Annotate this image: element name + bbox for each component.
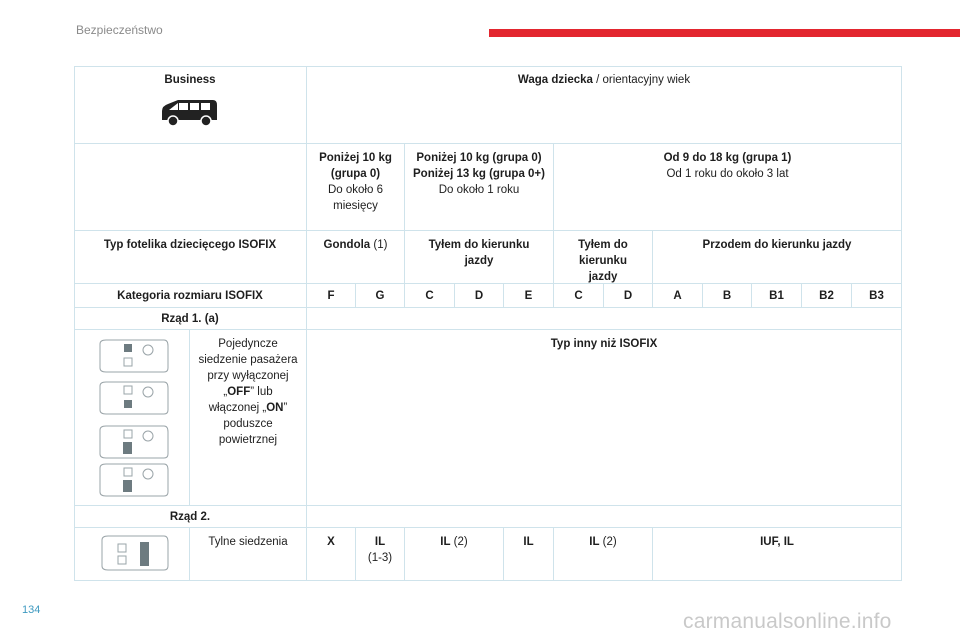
category-b: B <box>703 284 752 308</box>
row1-desc-a: Pojedyncze siedzenie pasażera przy wyłączonej „ <box>198 338 298 398</box>
cell-empty <box>74 144 307 231</box>
airbag-off-label: OFF <box>227 386 251 398</box>
business-label: Business <box>164 74 216 86</box>
row2-value-x-text: X <box>327 536 335 548</box>
cell-group-0 <box>307 144 405 231</box>
cell-business <box>74 66 307 144</box>
row1-value: Typ inny niż ISOFIX <box>307 330 902 506</box>
cell-group-1 <box>554 144 902 231</box>
category-label: Kategoria rozmiaru ISOFIX <box>74 284 307 308</box>
group-0-weight-b: Poniżej 10 kg (grupa 0) <box>416 152 542 164</box>
cell-empty <box>307 308 902 330</box>
row2-value-il-4-text: IL <box>589 536 600 548</box>
rear-seats-diagram-icon <box>98 534 170 574</box>
row2-value-il-1-note: (1-3) <box>367 552 393 564</box>
row1-description <box>190 330 307 506</box>
row2-value-il-4 <box>554 528 653 581</box>
group-0-age: Do około 6 miesięcy <box>328 184 383 212</box>
row1-desc-b: ” lub włączonej „ <box>208 386 273 414</box>
row2-value-il-1 <box>356 528 405 581</box>
group-1-weight: Od 9 do 18 kg (grupa 1) <box>663 152 792 164</box>
row2-value-il-2 <box>405 528 504 581</box>
row2-value-il-4-note: (2) <box>599 536 617 548</box>
group-0plus-weight: Poniżej 13 kg (grupa 0+) <box>413 168 545 180</box>
cell-empty <box>307 506 902 528</box>
cell-weight-header <box>307 66 902 144</box>
row2-description: Tylne siedzenia <box>190 528 307 581</box>
row1-desc-c: ” poduszce powietrznej <box>218 402 288 446</box>
row1-title: Rząd 1. (a) <box>74 308 307 330</box>
category-b2: B2 <box>802 284 852 308</box>
category-b1: B1 <box>752 284 802 308</box>
weight-title: Waga dziecka <box>517 74 593 86</box>
isofix-table <box>74 66 902 581</box>
airbag-on-label: ON <box>266 402 284 414</box>
van-icon <box>159 98 221 128</box>
car-seat-diagram-icon <box>96 338 170 498</box>
row2-value-iuf-text: IUF, IL <box>760 536 794 548</box>
group-1-age: Od 1 roku do około 3 lat <box>666 168 789 180</box>
weight-subtitle: / orientacyjny wiek <box>592 74 691 86</box>
category-d2: D <box>604 284 653 308</box>
type-rear-facing-1: Tyłem do kierunku jazdy <box>405 231 554 284</box>
header-accent-bar <box>489 29 960 37</box>
category-g: G <box>356 284 405 308</box>
category-d: D <box>455 284 504 308</box>
row2-value-il-2-text: IL <box>440 536 451 548</box>
row2-value-il-3-text: IL <box>523 536 534 548</box>
row2-title: Rząd 2. <box>74 506 307 528</box>
cell-seat-diagrams <box>74 330 190 506</box>
group-0-weight: Poniżej 10 kg (grupa 0) <box>319 152 392 180</box>
category-c2: C <box>554 284 604 308</box>
row2-value-il-2-note: (2) <box>450 536 468 548</box>
type-forward-facing: Przodem do kierunku jazdy <box>653 231 902 284</box>
row2-value-x <box>307 528 356 581</box>
type-gondola-note: (1) <box>370 239 388 251</box>
type-rear-facing-2: Tyłem do kierunku jazdy <box>554 231 653 284</box>
cell-group-0plus <box>405 144 554 231</box>
category-e: E <box>504 284 554 308</box>
row2-value-il-3 <box>504 528 554 581</box>
group-0plus-age: Do około 1 roku <box>438 184 520 196</box>
cell-type-gondola <box>307 231 405 284</box>
category-f: F <box>307 284 356 308</box>
watermark: carmanualsonline.info <box>683 610 892 633</box>
type-gondola: Gondola <box>323 239 371 251</box>
page-number: 134 <box>22 604 41 616</box>
row2-value-il-1-text: IL <box>374 536 386 548</box>
section-title: Bezpieczeństwo <box>76 23 163 37</box>
type-label: Typ fotelika dziecięcego ISOFIX <box>74 231 307 284</box>
category-a: A <box>653 284 703 308</box>
category-c: C <box>405 284 455 308</box>
cell-rear-diagram <box>74 528 190 581</box>
row2-value-iuf <box>653 528 902 581</box>
category-b3: B3 <box>852 284 902 308</box>
